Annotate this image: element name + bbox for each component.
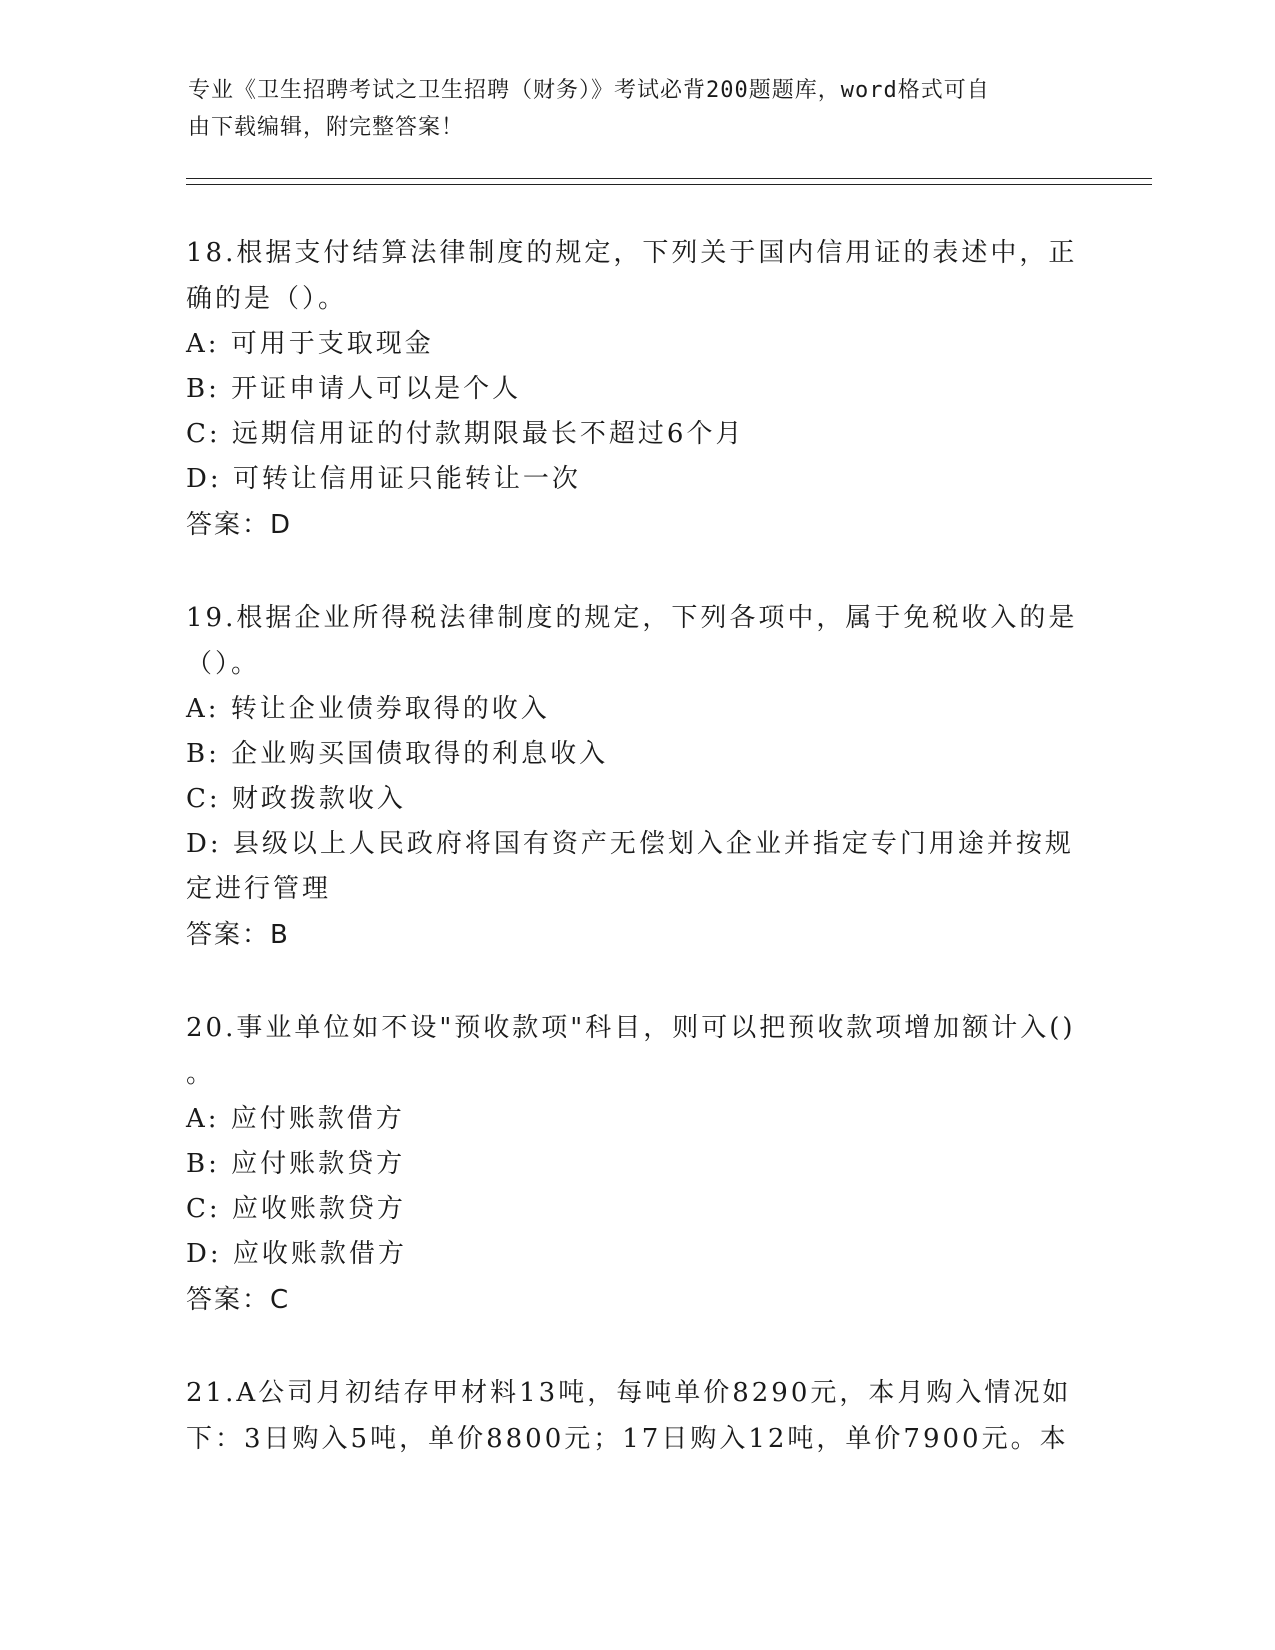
- option-d: D: 应收账款借方: [186, 1239, 407, 1269]
- answer: 答案：C: [186, 1285, 291, 1315]
- question-stem: 18.根据支付结算法律制度的规定，下列关于国内信用证的表述中，正: [186, 238, 1078, 268]
- option-b: B: 应付账款贷方: [186, 1149, 406, 1179]
- answer: 答案：B: [186, 920, 290, 950]
- header-divider: [186, 178, 1152, 179]
- option-a: A: 应付账款借方: [186, 1104, 405, 1134]
- option-c: C: 应收账款贷方: [186, 1194, 406, 1224]
- document-header: [188, 72, 1068, 146]
- question-21: [186, 1370, 1086, 1462]
- header-line-2: 由下载编辑，附完整答案！: [188, 115, 465, 140]
- option-a: A: 可用于支取现金: [186, 329, 434, 359]
- question-stem: 20.事业单位如不设"预收款项"科目，则可以把预收款项增加额计入(): [186, 1013, 1076, 1043]
- option-b: B: 开证申请人可以是个人: [186, 374, 522, 404]
- question-18: [186, 230, 1086, 548]
- question-stem-cont: 下：3日购入5吨，单价8800元；17日购入12吨，单价7900元。本: [186, 1424, 1069, 1454]
- option-d-cont: 定进行管理: [186, 874, 332, 904]
- option-a: A: 转让企业债券取得的收入: [186, 694, 550, 724]
- answer: 答案：D: [186, 510, 293, 540]
- question-stem-cont: 。: [186, 1059, 216, 1089]
- question-stem-cont: （）。: [186, 649, 261, 679]
- question-stem: 21.A公司月初结存甲材料13吨，每吨单价8290元，本月购入情况如: [186, 1378, 1072, 1408]
- question-19: [186, 595, 1086, 958]
- option-c: C: 远期信用证的付款期限最长不超过6个月: [186, 419, 745, 449]
- question-stem: 19.根据企业所得税法律制度的规定，下列各项中，属于免税收入的是: [186, 603, 1078, 633]
- question-stem-cont: 确的是（）。: [186, 284, 348, 314]
- header-divider-double: [186, 184, 1152, 185]
- option-c: C: 财政拨款收入: [186, 784, 406, 814]
- question-20: [186, 1005, 1086, 1323]
- option-b: B: 企业购买国债取得的利息收入: [186, 739, 609, 769]
- option-d: D: 可转让信用证只能转让一次: [186, 464, 581, 494]
- header-line-1: 专业《卫生招聘考试之卫生招聘（财务）》考试必背200题题库，word格式可自: [188, 78, 990, 103]
- question-list: [186, 230, 1086, 1509]
- option-d: D: 县级以上人民政府将国有资产无偿划入企业并指定专门用途并按规: [186, 829, 1074, 859]
